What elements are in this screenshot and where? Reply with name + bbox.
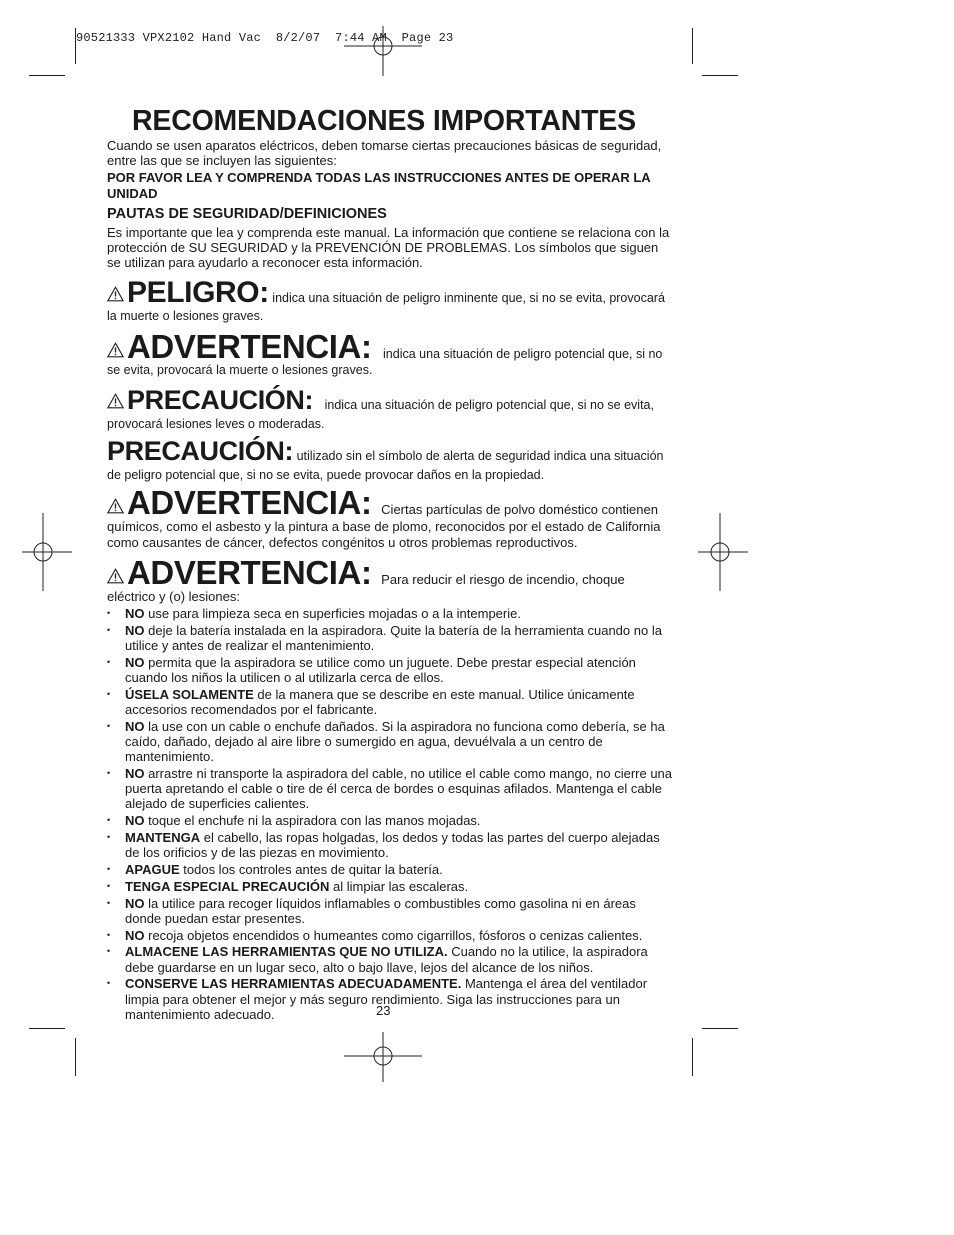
- crop-mark-top-left-v: [75, 28, 76, 64]
- list-item: • ALMACENE LAS HERRAMIENTAS QUE NO UTILIZA. Cuando no la utilice, la aspiradora debe guardarse en un lugar seco, alto o bajo llave, lejos del alcance de los niños.: [107, 944, 648, 975]
- registration-mark-top: [344, 26, 422, 76]
- list-item: • ÚSELA SOLAMENTE de la manera que se describe en este manual. Utilice únicamente accesorios recomendados por el fabricante.: [107, 686, 635, 718]
- list-item: • NO toque el enchufe ni la aspiradora con las manos mojadas.: [107, 813, 481, 829]
- warning-triangle-icon: [107, 286, 124, 302]
- safety-bullet-list: [107, 606, 672, 1022]
- page-title: RECOMENDACIONES IMPORTANTES: [132, 105, 636, 137]
- registration-mark-left: [22, 513, 72, 591]
- signal-caution: [107, 384, 672, 432]
- signal-text: utilizado sin el símbolo de alerta de seguridad indica una situación de peligro potencial que, si no se evita, puede provocar daños en la propiedad.: [107, 449, 664, 483]
- crop-mark-bottom-right-v: [692, 1038, 693, 1076]
- list-item: • NO permita que la aspiradora se utilice como un juguete. Debe prestar especial atención cuando los niños la utilicen o al utilizarla cerca de ellos.: [107, 654, 636, 686]
- signal-word: ADVERTENCIA:: [127, 328, 372, 366]
- list-item: • NO arrastre ni transporte la aspiradora del cable, no utilice el cable como mango, no cierre una puerta apretando el cable o tire de él cerca de bordes o esquinas afilados. Mantenga el cable alejado de superficies calientes.: [107, 766, 673, 812]
- crop-mark-bottom-left-v: [75, 1038, 76, 1076]
- signal-caution-no-symbol: [107, 435, 672, 483]
- list-item: • NO recoja objetos encendidos o humeantes como cigarrillos, fósforos o cenizas calientes.: [107, 927, 643, 943]
- list-item: • TENGA ESPECIAL PRECAUCIÓN al limpiar las escaleras.: [107, 878, 469, 894]
- crop-mark-top-left-h: [29, 75, 65, 76]
- print-slug: 90521333 VPX2102 Hand Vac 8/2/07 7:44 AM Page 23: [76, 31, 454, 45]
- definitions-paragraph: Es importante que lea y comprenda este manual. La información que contiene se relaciona con la protección de SU SEGURIDAD y la PREVENCIÓN DE PROBLEMAS. Los símbolos que siguen se utilizan para ayudarlo a reconocer esta información.: [107, 224, 670, 271]
- crop-mark-bottom-right-h: [702, 1028, 738, 1029]
- signal-text: indica una situación de peligro inminente que, si no se evita, provocará la muerte o lesiones graves.: [107, 291, 665, 324]
- signal-word: ADVERTENCIA:: [127, 484, 372, 522]
- signal-word: PELIGRO:: [127, 276, 269, 310]
- list-item: • NO deje la batería instalada en la aspiradora. Quite la batería de la herramienta cuando no la utilice y antes de realizar el mantenimiento.: [107, 622, 662, 654]
- signal-word: ADVERTENCIA:: [127, 553, 372, 591]
- signal-warning: [107, 330, 672, 378]
- signal-word: PRECAUCIÓN:: [107, 436, 294, 467]
- signal-text: indica una situación de peligro potencial que, si no se evita, provocará lesiones leves o moderadas.: [107, 398, 654, 432]
- signal-danger: [107, 276, 672, 324]
- page-content: [107, 104, 672, 1024]
- warning-triangle-icon: [107, 498, 124, 514]
- crop-mark-top-right-h: [702, 75, 738, 76]
- page-number: 23: [376, 1003, 391, 1018]
- list-item: • APAGUE todos los controles antes de quitar la batería.: [107, 862, 443, 878]
- list-item: • NO la utilice para recoger líquidos inflamables o combustibles como gasolina ni en áreas donde puedan estar presentes.: [107, 895, 636, 926]
- list-item: • CONSERVE LAS HERRAMIENTAS ADECUADAMENTE. Mantenga el área del ventilador limpia para obtener el mejor y más seguro rendimiento. Siga las instrucciones para un mantenimiento adecuado.: [107, 976, 648, 1022]
- signal-text: Ciertas partículas de polvo doméstico contienen químicos, como el asbesto y la pintura a base de plomo, reconocidos por el estado de California como causantes de cáncer, defectos congénitos u otros problemas reproductivos.: [107, 502, 661, 550]
- registration-mark-bottom: [344, 1032, 422, 1082]
- intro-paragraph: Cuando se usen aparatos eléctricos, deben tomarse ciertas precauciones básicas de seguridad, entre las que se incluyen las siguientes:: [107, 138, 662, 169]
- signal-text: indica una situación de peligro potencial que, si no se evita, provocará la muerte o lesiones graves.: [107, 347, 663, 378]
- list-item: • NO use para limpieza seca en superficies mojadas o a la intemperie.: [107, 606, 521, 622]
- signal-warning-fire: [107, 553, 672, 604]
- crop-mark-bottom-left-h: [29, 1028, 65, 1029]
- list-item: • NO la use con un cable o enchufe dañados. Si la aspiradora no funciona como debería, se ha caído, dañado, dejado al aire libre o sumergido en agua, devuélvala a un centro de mantenimiento.: [107, 718, 665, 765]
- crop-mark-top-right-v: [692, 28, 693, 64]
- section-subheading: PAUTAS DE SEGURIDAD/DEFINICIONES: [107, 205, 387, 222]
- warning-triangle-icon: [107, 393, 124, 409]
- signal-word: PRECAUCIÓN:: [127, 385, 314, 416]
- list-item: • MANTENGA el cabello, las ropas holgadas, los dedos y todas las partes del cuerpo alejadas de los orificios y de las piezas en movimiento.: [107, 830, 660, 861]
- registration-mark-right: [698, 513, 748, 591]
- warning-triangle-icon: [107, 568, 124, 584]
- read-instructions-notice: POR FAVOR LEA Y COMPRENDA TODAS LAS INSTRUCCIONES ANTES DE OPERAR LA UNIDAD: [107, 170, 651, 201]
- warning-triangle-icon: [107, 342, 124, 358]
- signal-text: Para reducir el riesgo de incendio, choque eléctrico y (o) lesiones:: [107, 571, 625, 604]
- signal-warning-dust: [107, 486, 672, 549]
